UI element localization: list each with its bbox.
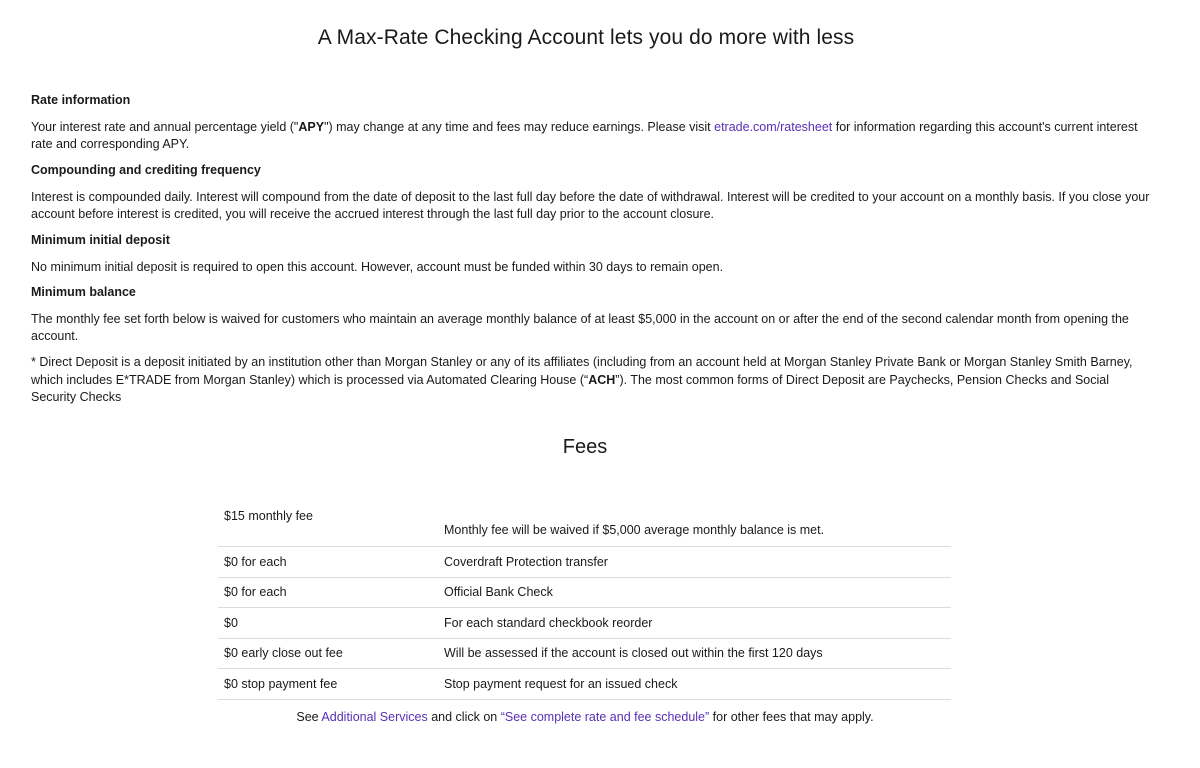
- fee-description: Monthly fee will be waived if $5,000 average monthly balance is met.: [438, 500, 951, 547]
- fee-description: Stop payment request for an issued check: [438, 669, 951, 700]
- minimum-deposit-section: [31, 232, 1151, 276]
- fee-description: Coverdraft Protection transfer: [438, 547, 951, 578]
- direct-deposit-body: * Direct Deposit is a deposit initiated by an institution other than Morgan Stanley or any of its affiliates (including from an account held at Morgan Stanley Private Bank or Morgan Stanley Smith Barney, which includes E*TRADE from Morgan Stanley) which is processed via Automated Clearing House (“ACH”). The most common forms of Direct Deposit are Paychecks, Pension Checks and Social Security Checks: [31, 355, 1133, 404]
- table-row: [218, 638, 951, 669]
- minimum-deposit-heading: Minimum initial deposit: [31, 233, 170, 247]
- additional-services-link[interactable]: Additional Services: [321, 710, 428, 724]
- rate-information-section: [31, 92, 1151, 154]
- minimum-balance-heading: Minimum balance: [31, 285, 136, 299]
- minimum-deposit-body: No minimum initial deposit is required to open this account. However, account must be funded within 30 days to remain open.: [31, 259, 724, 274]
- fees-table: [218, 500, 951, 700]
- ratesheet-link[interactable]: etrade.com/ratesheet: [714, 119, 833, 134]
- rate-fee-schedule-link[interactable]: “See complete rate and fee schedule”: [500, 710, 710, 724]
- rate-information-body: Your interest rate and annual percentage yield ("APY") may change at any time and fees may reduce earnings. Please visit etrade.com/ratesheet for information regarding this account's current interest rate and corresponding APY.: [31, 119, 1138, 151]
- fee-description: Official Bank Check: [438, 577, 951, 608]
- fee-description: For each standard checkbook reorder: [438, 608, 951, 639]
- minimum-balance-body: The monthly fee set forth below is waived for customers who maintain an average monthly balance of at least $5,000 in the account on or after the end of the second calendar month from opening the account.: [31, 311, 1129, 343]
- fee-description: Will be assessed if the account is closed out within the first 120 days: [438, 638, 951, 669]
- rate-information-heading: Rate information: [31, 93, 131, 107]
- fee-amount: $0: [218, 608, 438, 639]
- table-row: [218, 608, 951, 639]
- table-row: [218, 500, 951, 547]
- table-row: [218, 577, 951, 608]
- table-row: [218, 669, 951, 700]
- compounding-section: [31, 162, 1151, 224]
- fee-amount: $0 for each: [218, 577, 438, 608]
- fees-footnote: See Additional Services and click on “See complete rate and fee schedule” for other fees that may apply.: [296, 710, 874, 724]
- minimum-balance-section: [31, 284, 1151, 346]
- fee-amount: $0 stop payment fee: [218, 669, 438, 700]
- compounding-body: Interest is compounded daily. Interest will compound from the date of deposit to the last full day before the date of withdrawal. Interest will be credited to your account on a monthly basis. If you close your account before interest is credited, you will receive the accrued interest through the last full day prior to the account closure.: [31, 189, 1150, 221]
- fee-amount: $0 early close out fee: [218, 638, 438, 669]
- fee-amount: $0 for each: [218, 547, 438, 578]
- table-row: [218, 547, 951, 578]
- fee-amount: $15 monthly fee: [218, 500, 438, 547]
- direct-deposit-note: [31, 354, 1151, 407]
- page-title: A Max-Rate Checking Account lets you do more with less: [317, 26, 855, 49]
- compounding-heading: Compounding and crediting frequency: [31, 163, 261, 177]
- fees-title: Fees: [562, 436, 608, 458]
